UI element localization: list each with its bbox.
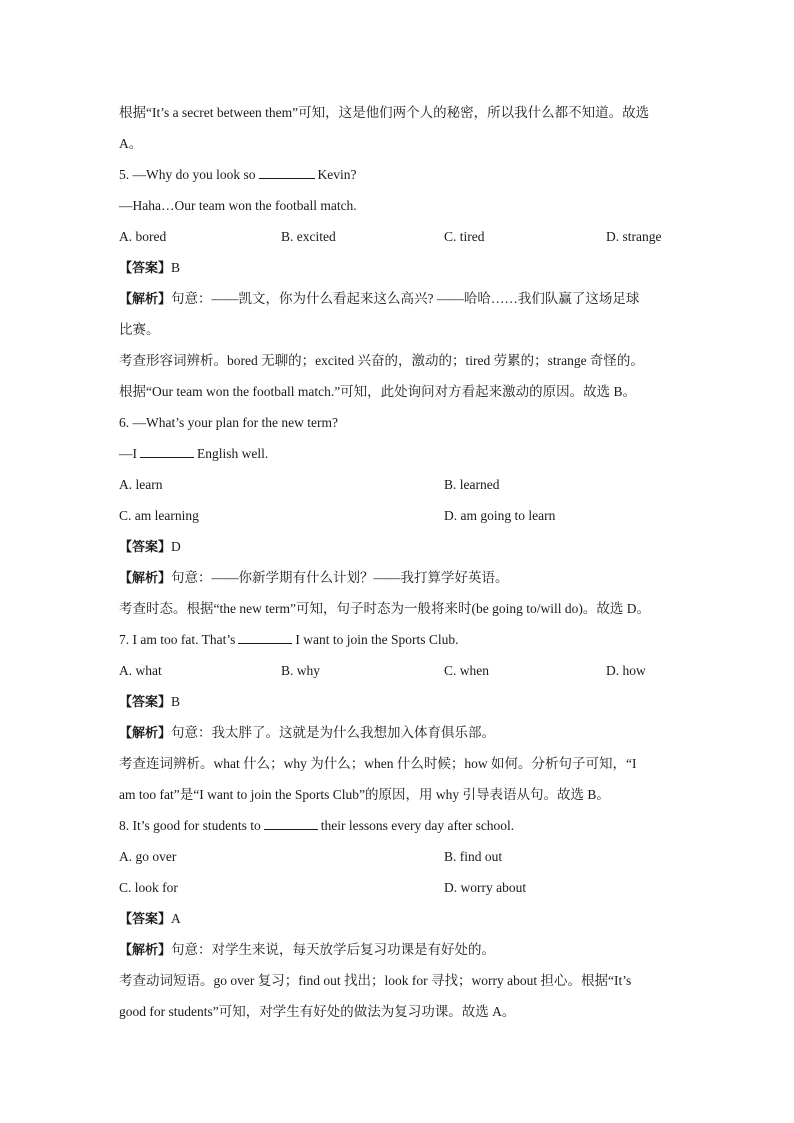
answer-value: A — [171, 911, 181, 926]
option-d: D. strange — [606, 229, 662, 244]
option-b: B. learned — [444, 477, 500, 492]
analysis-line: 考查时态。根据“the new term”可知，句子时态为一般将来时(be going to/will do)。故选 D。 — [119, 601, 650, 616]
question-5-analysis — [119, 283, 679, 314]
analysis-text: 句意：——你新学期有什么计划？——我打算学好英语。 — [171, 570, 509, 585]
analysis-tag: 【解析】 — [119, 292, 172, 307]
option-a: A. go over — [119, 849, 177, 864]
analysis-text: 句意：——凯文，你为什么看起来这么高兴? ——哈哈……我们队赢了这场足球 — [171, 291, 640, 306]
answer-blank — [264, 815, 318, 830]
analysis-text: 句意：我太胖了。这就是为什么我想加入体育俱乐部。 — [171, 725, 496, 740]
question-8-stem — [119, 810, 679, 841]
question-6-stem: 6. —What’s your plan for the new term? — [119, 415, 338, 430]
answer-blank — [140, 443, 194, 458]
question-8-options-row-2 — [119, 872, 679, 903]
answer-tag: 【答案】 — [119, 540, 172, 555]
option-c: C. tired — [444, 229, 485, 244]
question-6-options-row-1 — [119, 469, 679, 500]
option-a: A. learn — [119, 477, 163, 492]
analysis-line: good for students”可知，对学生有好处的做法为复习功课。故选 A。 — [119, 1004, 516, 1019]
question-5-stem — [119, 159, 679, 190]
option-a: A. what — [119, 663, 162, 678]
option-c: C. am learning — [119, 508, 199, 523]
question-7-stem — [119, 624, 679, 655]
question-6-reply-post: English well. — [197, 446, 269, 461]
analysis-line: 考查形容词辨析。bored 无聊的；excited 兴奋的，激动的；tired 劳累的；strange 奇怪的。 — [119, 353, 644, 368]
q4-analysis-line: 根据“It’s a secret between them”可知，这是他们两个人的秘密，所以我什么都不知道。故选 — [119, 105, 650, 120]
analysis-line: am too fat”是“I want to join the Sports Club”的原因，用 why 引导表语从句。故选 B。 — [119, 787, 610, 802]
question-7-stem-post: I want to join the Sports Club. — [295, 632, 459, 647]
option-d: D. how — [606, 663, 646, 678]
option-c: C. when — [444, 663, 489, 678]
question-7-stem-pre: 7. I am too fat. That’s — [119, 632, 236, 647]
option-b: B. excited — [281, 229, 336, 244]
question-5-stem-pre: 5. —Why do you look so — [119, 167, 256, 182]
analysis-line: 比赛。 — [119, 322, 160, 337]
option-b: B. why — [281, 663, 321, 678]
option-c: C. look for — [119, 880, 178, 895]
question-6-reply-pre: —I — [119, 446, 137, 461]
question-6-reply — [119, 438, 679, 469]
answer-blank — [259, 164, 315, 179]
option-b: B. find out — [444, 849, 503, 864]
option-d: D. worry about — [444, 880, 527, 895]
question-6-answer — [119, 531, 679, 562]
document-page — [119, 97, 679, 1027]
answer-tag: 【答案】 — [119, 912, 172, 927]
answer-value: B — [171, 260, 181, 275]
question-8-options-row-1 — [119, 841, 679, 872]
question-7-options — [119, 655, 679, 686]
analysis-text: 句意：对学生来说，每天放学后复习功课是有好处的。 — [171, 942, 496, 957]
answer-blank — [238, 629, 292, 644]
question-5-options — [119, 221, 679, 252]
answer-value: B — [171, 694, 181, 709]
answer-tag: 【答案】 — [119, 261, 172, 276]
analysis-tag: 【解析】 — [119, 726, 172, 741]
question-7-answer — [119, 686, 679, 717]
question-5-answer — [119, 252, 679, 283]
answer-value: D — [171, 539, 181, 554]
analysis-tag: 【解析】 — [119, 571, 172, 586]
q4-analysis-line: A。 — [119, 136, 143, 151]
question-8-analysis — [119, 934, 679, 965]
analysis-tag: 【解析】 — [119, 943, 172, 958]
question-6-analysis — [119, 562, 679, 593]
question-8-stem-post: their lessons every day after school. — [320, 818, 515, 833]
question-8-stem-pre: 8. It’s good for students to — [119, 818, 261, 833]
question-5-stem-post: Kevin? — [317, 167, 357, 182]
analysis-line: 考查动词短语。go over 复习；find out 找出；look for 寻找；worry about 担心。根据“It’s — [119, 973, 632, 988]
option-a: A. bored — [119, 229, 167, 244]
question-7-analysis — [119, 717, 679, 748]
analysis-line: 考查连词辨析。what 什么；why 为什么；when 什么时候；how 如何。分析句子可知，“I — [119, 756, 637, 771]
option-d: D. am going to learn — [444, 508, 556, 523]
analysis-line: 根据“Our team won the football match.”可知，此处询问对方看起来激动的原因。故选 B。 — [119, 384, 637, 399]
question-6-options-row-2 — [119, 500, 679, 531]
answer-tag: 【答案】 — [119, 695, 172, 710]
question-8-answer — [119, 903, 679, 934]
question-5-reply: —Haha…Our team won the football match. — [119, 198, 357, 213]
